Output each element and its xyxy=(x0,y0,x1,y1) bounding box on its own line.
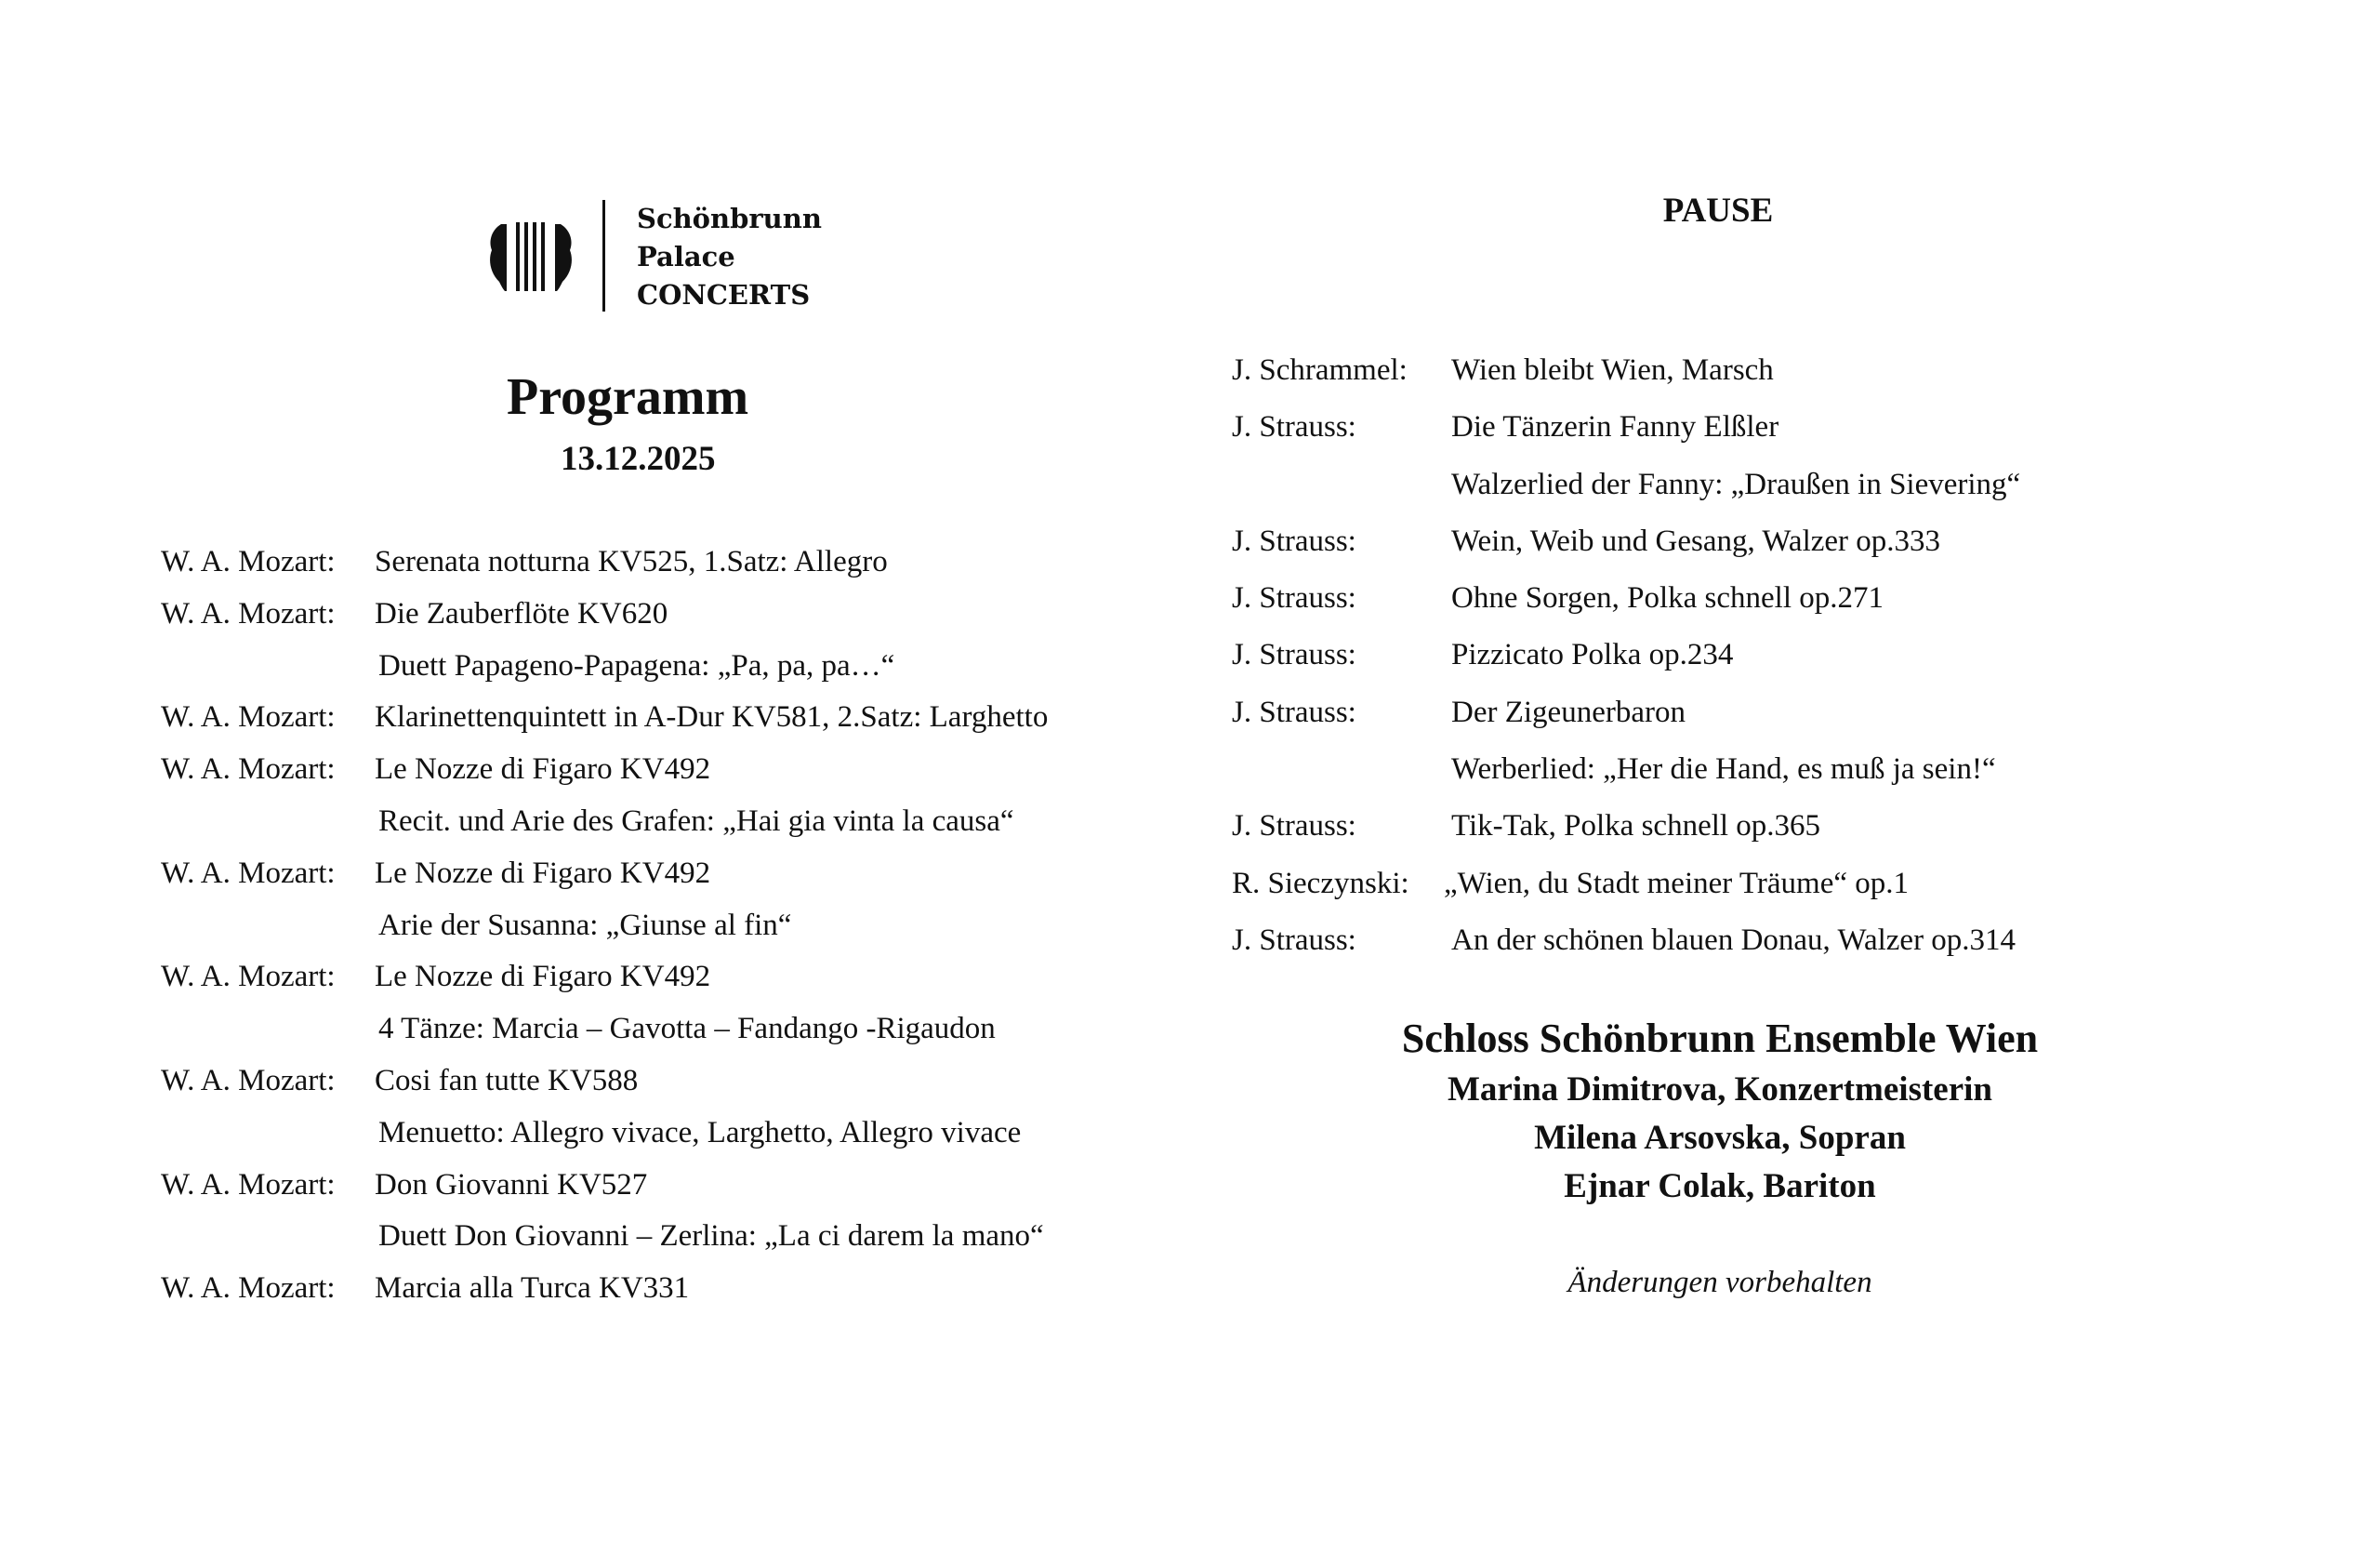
ensemble-name: Schloss Schönbrunn Ensemble Wien xyxy=(1401,1016,2039,1061)
composer-name: J. Strauss: xyxy=(1232,923,1356,957)
composer-name: W. A. Mozart: xyxy=(161,545,336,578)
work-title: An der schönen blauen Donau, Walzer op.314 xyxy=(1451,923,2016,957)
work-title: Cosi fan tutte KV588 xyxy=(375,1063,639,1097)
work-title: Le Nozze di Figaro KV492 xyxy=(375,752,711,787)
composer-name: W. A. Mozart: xyxy=(161,596,336,631)
work-title: Walzerlied der Fanny: „Draußen in Sievering“ xyxy=(1451,467,2021,501)
composer-name: W. A. Mozart: xyxy=(161,1271,336,1306)
ensemble-member: Marina Dimitrova, Konzertmeisterin xyxy=(1447,1070,1993,1109)
work-title: Werberlied: „Her die Hand, es muß ja sein!“ xyxy=(1451,752,1996,787)
work-title: Die Tänzerin Fanny Elßler xyxy=(1451,410,1779,445)
work-title: Tik-Tak, Polka schnell op.365 xyxy=(1451,809,1821,843)
logo-line: CONCERTS xyxy=(637,279,811,311)
composer-name: J. Schrammel: xyxy=(1232,353,1408,387)
composer-name: J. Strauss: xyxy=(1232,695,1356,729)
pause-heading: PAUSE xyxy=(1662,192,1774,230)
work-title: Le Nozze di Figaro KV492 xyxy=(375,856,711,890)
ensemble-member: Ejnar Colak, Bariton xyxy=(1564,1167,1876,1205)
composer-name: R. Sieczynski: xyxy=(1232,866,1409,900)
logo-wordmark xyxy=(637,200,822,314)
work-title: Menuetto: Allegro vivace, Larghetto, Allegro vivace xyxy=(378,1115,1022,1149)
composer-name: W. A. Mozart: xyxy=(161,1167,336,1202)
composer-name: J. Strauss: xyxy=(1232,410,1356,445)
logo xyxy=(488,200,897,312)
logo-line: Palace xyxy=(637,241,735,272)
composer-name: W. A. Mozart: xyxy=(161,700,336,735)
work-title: Recit. und Arie des Grafen: „Hai gia vinta la causa“ xyxy=(378,804,1014,838)
work-title: Duett Papageno-Papagena: „Pa, pa, pa…“ xyxy=(378,648,895,683)
logo-line: Schönbrunn xyxy=(637,203,822,234)
logo-divider xyxy=(602,200,605,312)
work-title: „Wien, du Stadt meiner Träume“ op.1 xyxy=(1444,866,1909,900)
work-title: Arie der Susanna: „Giunse al fin“ xyxy=(378,908,792,942)
composer-name: J. Strauss: xyxy=(1232,524,1356,558)
work-title: Serenata notturna KV525, 1.Satz: Allegro xyxy=(375,545,888,578)
work-title: Der Zigeunerbaron xyxy=(1451,695,1686,729)
composer-name: W. A. Mozart: xyxy=(161,856,336,890)
composer-name: J. Strauss: xyxy=(1232,638,1356,672)
composer-name: W. A. Mozart: xyxy=(161,1063,336,1097)
composer-name: W. A. Mozart: xyxy=(161,960,336,994)
composer-name: J. Strauss: xyxy=(1232,581,1356,616)
page-title: Programm xyxy=(507,368,749,426)
work-title: Pizzicato Polka op.234 xyxy=(1451,638,1734,672)
work-title: Duett Don Giovanni – Zerlina: „La ci darem la mano“ xyxy=(378,1219,1044,1254)
work-title: Marcia alla Turca KV331 xyxy=(375,1271,690,1306)
changes-note: Änderungen vorbehalten xyxy=(1567,1266,1872,1299)
composer-name: W. A. Mozart: xyxy=(161,752,336,787)
violin-logo-icon xyxy=(488,220,574,293)
work-title: Ohne Sorgen, Polka schnell op.271 xyxy=(1451,581,1884,616)
ensemble-member: Milena Arsovska, Sopran xyxy=(1534,1119,1906,1157)
work-title: Wein, Weib und Gesang, Walzer op.333 xyxy=(1451,524,1941,558)
work-title: Wien bleibt Wien, Marsch xyxy=(1451,353,1774,387)
composer-name: J. Strauss: xyxy=(1232,809,1356,843)
work-title: 4 Tänze: Marcia – Gavotta – Fandango -Rigaudon xyxy=(378,1012,996,1046)
work-title: Klarinettenquintett in A-Dur KV581, 2.Satz: Larghetto xyxy=(375,700,1049,735)
work-title: Die Zauberflöte KV620 xyxy=(375,596,668,631)
concert-date: 13.12.2025 xyxy=(561,440,716,478)
work-title: Don Giovanni KV527 xyxy=(375,1167,648,1202)
ensemble-block xyxy=(1348,1012,2092,1211)
work-title: Le Nozze di Figaro KV492 xyxy=(375,960,711,994)
